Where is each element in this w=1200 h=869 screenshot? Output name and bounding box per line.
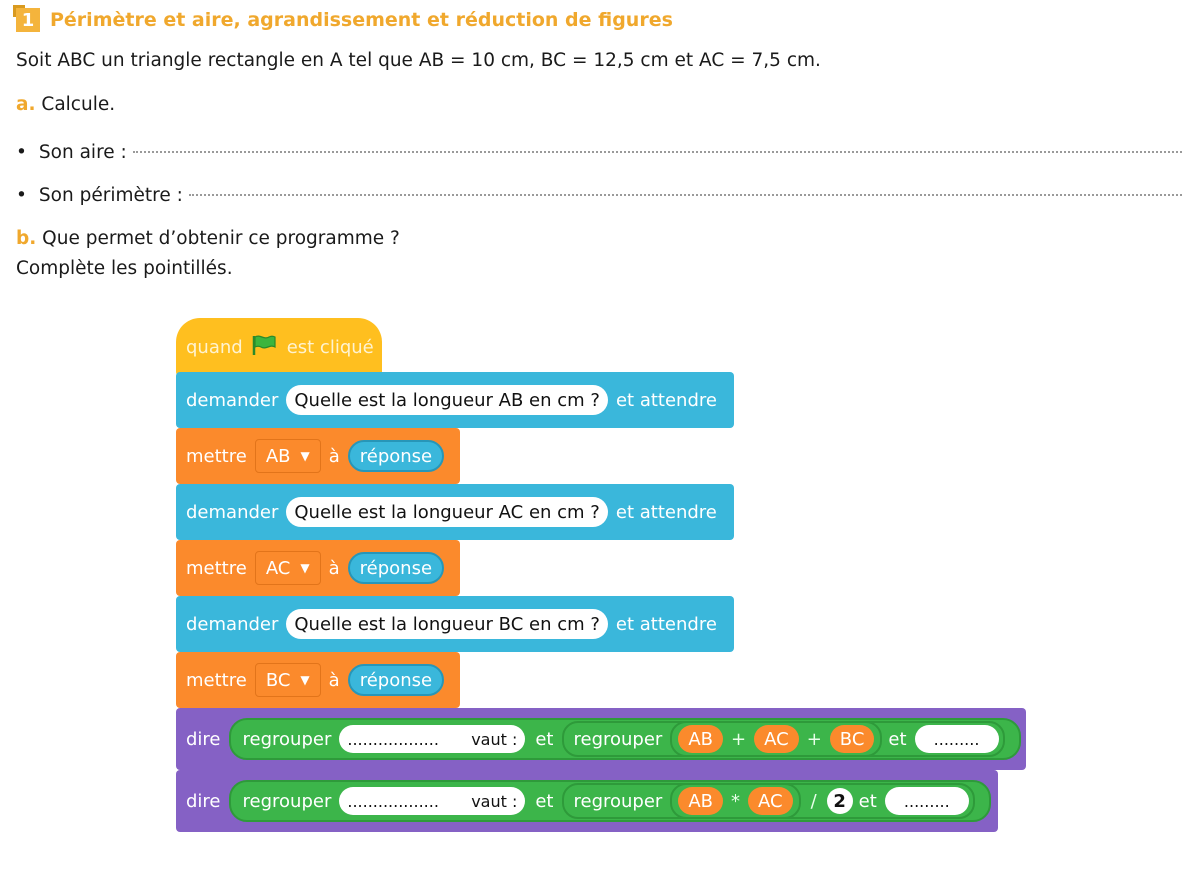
part-b (16, 228, 400, 249)
join-block[interactable] (229, 780, 991, 822)
say-word: dire (186, 790, 221, 812)
part-b-text: Que permet d’obtenir ce programme ? (42, 228, 400, 249)
blank-dots: .................. (347, 729, 439, 749)
var-ac-reporter[interactable]: AC (754, 725, 799, 753)
ask-ab-question[interactable]: Quelle est la longueur AB en cm ? (286, 385, 608, 415)
blank-input-unit[interactable]: ......... (885, 787, 969, 815)
bullet-dot: • (16, 185, 27, 206)
variable-dropdown-ab[interactable] (255, 439, 321, 473)
and-word: et (535, 728, 554, 750)
and-wait-text: et attendre (615, 501, 717, 523)
set-ac-block[interactable] (176, 540, 460, 596)
bullet-perimetre (16, 185, 1182, 206)
times-sign: * (731, 790, 741, 812)
variable-name: BC (265, 669, 291, 691)
ask-word: demander (186, 389, 279, 411)
part-a-text: Calcule. (41, 94, 116, 115)
answer-reporter[interactable]: réponse (348, 664, 444, 696)
and-word: et (535, 790, 554, 812)
answer-line-perimetre[interactable] (189, 194, 1182, 196)
green-flag-icon (251, 334, 277, 361)
and-wait-text: et attendre (615, 613, 717, 635)
blank-dots: .................. (347, 791, 439, 811)
exercise-number: 1 (16, 8, 40, 32)
ask-bc-block[interactable] (176, 596, 734, 652)
blank-input-label[interactable] (339, 725, 525, 753)
join-word: regrouper (242, 790, 332, 812)
divide-sign: / (810, 790, 817, 812)
and-wait-text: et attendre (615, 389, 717, 411)
var-ab-reporter[interactable]: AB (678, 787, 723, 815)
exercise-header (16, 8, 673, 32)
answer-reporter[interactable]: réponse (348, 552, 444, 584)
set-bc-block[interactable] (176, 652, 460, 708)
chevron-down-icon: ▼ (300, 673, 310, 687)
to-text: à (328, 557, 340, 579)
part-a-label: a. (16, 94, 36, 115)
vaut-text: vaut : (471, 729, 518, 749)
number-input[interactable]: 2 (827, 788, 853, 814)
variable-name: AB (265, 445, 291, 467)
join-word: regrouper (242, 728, 332, 750)
and-word: et (888, 728, 907, 750)
variable-name: AC (265, 557, 291, 579)
var-ac-reporter[interactable]: AC (748, 787, 793, 815)
variable-dropdown-bc[interactable] (255, 663, 321, 697)
set-word: mettre (186, 557, 247, 579)
join-word: regrouper (573, 728, 663, 750)
say-perimeter-block[interactable] (176, 708, 1026, 770)
blank-input-unit[interactable]: ......... (915, 725, 999, 753)
ask-ac-question[interactable]: Quelle est la longueur AC en cm ? (286, 497, 608, 527)
ask-word: demander (186, 501, 279, 523)
set-word: mettre (186, 669, 247, 691)
ask-ab-block[interactable] (176, 372, 734, 428)
bullet-aire-label: Son aire : (38, 142, 127, 163)
answer-line-aire[interactable] (133, 151, 1182, 153)
hat-when-text: quand (186, 336, 243, 358)
sum-operator-block[interactable] (670, 721, 882, 757)
say-area-block[interactable] (176, 770, 998, 832)
hat-clicked-text: est cliqué (286, 336, 374, 358)
plus-sign: + (806, 728, 822, 750)
inner-join-block[interactable] (562, 721, 1005, 757)
bullet-perimetre-label: Son périmètre : (38, 185, 183, 206)
part-b-instruction: Complète les pointillés. (16, 258, 233, 279)
set-ab-block[interactable] (176, 428, 460, 484)
say-word: dire (186, 728, 221, 750)
var-bc-reporter[interactable]: BC (830, 725, 875, 753)
plus-sign: + (731, 728, 747, 750)
when-flag-clicked-block[interactable] (176, 318, 382, 376)
variable-dropdown-ac[interactable] (255, 551, 321, 585)
exercise-title: Périmètre et aire, agrandissement et réduction de figures (50, 9, 673, 31)
and-word: et (858, 790, 877, 812)
var-ab-reporter[interactable]: AB (678, 725, 723, 753)
join-block[interactable] (229, 718, 1021, 760)
vaut-text: vaut : (471, 791, 518, 811)
join-word: regrouper (573, 790, 663, 812)
blank-input-label[interactable] (339, 787, 525, 815)
inner-join-block[interactable] (562, 783, 975, 819)
to-text: à (328, 669, 340, 691)
ask-ac-block[interactable] (176, 484, 734, 540)
ask-word: demander (186, 613, 279, 635)
set-word: mettre (186, 445, 247, 467)
chevron-down-icon: ▼ (300, 449, 310, 463)
bullet-aire (16, 142, 1182, 163)
product-operator-block[interactable] (670, 783, 800, 819)
to-text: à (328, 445, 340, 467)
part-a (16, 94, 115, 115)
chevron-down-icon: ▼ (300, 561, 310, 575)
exercise-statement: Soit ABC un triangle rectangle en A tel que AB = 10 cm, BC = 12,5 cm et AC = 7,5 cm. (16, 50, 821, 71)
bullet-dot: • (16, 142, 27, 163)
answer-reporter[interactable]: réponse (348, 440, 444, 472)
ask-bc-question[interactable]: Quelle est la longueur BC en cm ? (286, 609, 608, 639)
part-b-label: b. (16, 228, 37, 249)
